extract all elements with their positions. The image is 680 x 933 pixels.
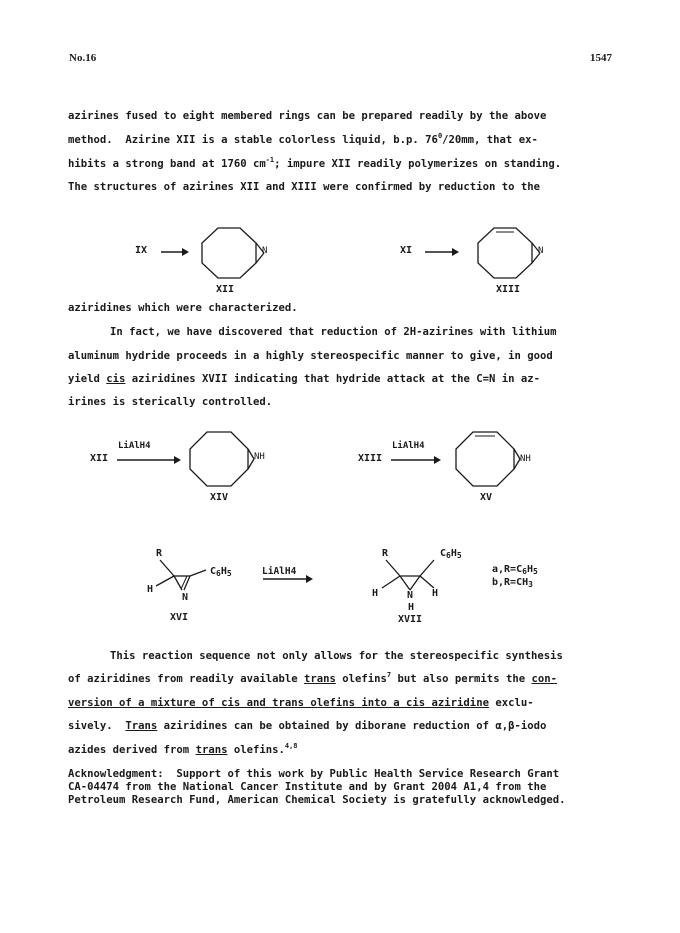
scheme1-right-reactant: XI [400,245,413,256]
scheme1-right-product: XIII [496,284,521,295]
para3-line4: sively. Trans aziridines can be obtained by diborane reduction of α,β-iodo [68,720,547,732]
scheme2-right-product: XV [480,492,493,503]
para1-line2: method. Azirine XII is a stable colorless liquid, b.p. $76^0/20mm$, that ex- [68,132,538,146]
scheme3-reactant-structure [154,558,214,598]
scheme2-left-nh: NH [254,452,265,462]
scheme3-product-r: R [382,548,389,559]
scheme1-left-reactant: IX [135,245,148,256]
scheme3-reactant-label: XVI [170,612,189,623]
para1-line3: hibits a strong band at 1760 $cm^{-1}$; impure XII readily polymerizes on standing. [68,156,562,170]
scheme3-product-h-left: H [372,588,379,599]
acknowledgment-line1: Acknowledgment: Support of this work by Public Health Service Research Grant [68,768,560,780]
scheme3-product-c6h5: $C_6H_5$ [440,548,462,560]
para1-line1: azirines fused to eight membered rings can be prepared readily by the above [68,110,547,122]
scheme3-reactant-r: R [156,548,163,559]
scheme3-reactant-n: N [182,592,189,603]
scheme3-reactant-c6h5: $C_6H_5$ [210,566,232,578]
scheme3-product-nh: H [408,602,415,613]
para1-line4: The structures of azirines XII and XIII were confirmed by reduction to the [68,181,540,193]
scheme2-right-reagent: LiAlH4 [392,441,425,451]
scheme2-left-arrow [116,454,182,466]
journal-issue: No.16 [69,52,97,64]
para3-line3: version of a mixture of cis and trans olefins into a cis aziridine exclu- [68,697,534,709]
scheme2-right-arrow [390,454,442,466]
scheme3-product-h-right: H [432,588,439,599]
scheme3-legend-a: $a,R=C_6H_5$ [492,564,538,576]
scheme1-right-arrow [424,246,460,258]
para2-line1: In fact, we have discovered that reduction of 2H-azirines with lithium [110,326,557,338]
page-number: 1547 [590,52,612,64]
scheme3-product-label: XVII [398,614,423,625]
scheme2-left-reagent: LiAlH4 [118,441,151,451]
scheme3-reactant-h: H [147,584,154,595]
scheme2-right-nh: NH [520,454,531,464]
after-scheme1-line: aziridines which were characterized. [68,302,298,314]
scheme2-right-reactant: XIII [358,453,383,464]
para2-line4: irines is sterically controlled. [68,396,273,408]
scheme2-left-product: XIV [210,492,229,503]
para3-line1: This reaction sequence not only allows for the stereospecific synthesis [110,650,563,662]
para2-line3: yield cis aziridines XVII indicating that hydride attack at the C=N in az- [68,373,541,385]
para2-line2: aluminum hydride proceeds in a highly stereospecific manner to give, in good [68,350,553,362]
scheme2-left-reactant: XII [90,453,109,464]
scheme1-right-n: N [538,246,544,256]
scheme1-left-arrow [160,246,190,258]
scheme3-product-structure [380,558,444,598]
double-bond-glyph: = [482,373,489,385]
scheme1-left-product: XII [216,284,235,295]
para3-line5: azides derived from trans olefins.$^{4,8}$ [68,742,298,756]
scheme3-reagent: LiAlH4 [262,566,297,577]
para3-line2: of aziridines from readily available trans olefins$^7$ but also permits the con- [68,671,557,685]
acknowledgment-line3: Petroleum Research Fund, American Chemical Society is gratefully acknowledged. [68,794,566,806]
acknowledgment-line2: CA-04474 from the National Cancer Institute and by Grant 2004 A1,4 from the [68,781,547,793]
scheme3-product-n: N [407,590,414,601]
scheme3-legend-b: $b,R=CH_3$ [492,577,533,589]
scheme1-left-n: N [262,246,268,256]
scheme3-arrow [262,573,314,585]
